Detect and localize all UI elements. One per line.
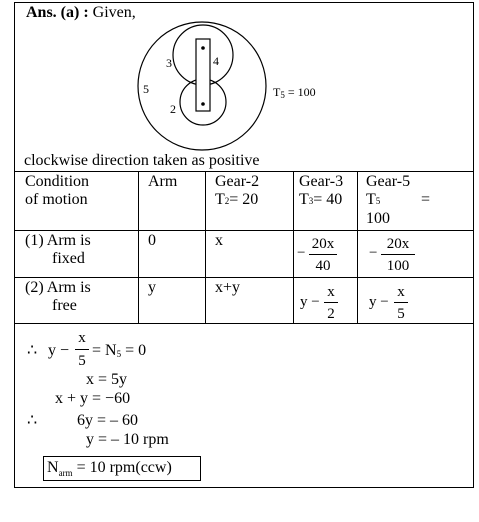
gear-5-label: 5 [143, 82, 149, 96]
row1-gear-5-sign: − [369, 245, 378, 261]
row1-gear-5-den: 100 [386, 258, 410, 274]
row2-gear-2: x+y [215, 279, 241, 296]
row2-gear-3-bar [324, 302, 338, 303]
table-top-rule [14, 171, 474, 172]
row2-gear-3-pre: y − [300, 294, 320, 310]
eq5: y = – 10 rpm [86, 431, 169, 448]
eq1-bar [75, 349, 89, 350]
row2-gear-5-bar [394, 302, 408, 303]
therefore-symbol-2: ∴ [27, 412, 38, 429]
answer-heading [26, 4, 136, 22]
eq4: 6y = – 60 [77, 412, 139, 429]
row2-gear-5-pre: y − [369, 294, 389, 310]
row1-gear-3-den: 40 [315, 258, 331, 274]
row1-gear-3-num: 20x [311, 236, 335, 252]
row2-gear-3-num: x [327, 284, 335, 300]
final-answer: $N_{arm} = 10$ rpm(ccw) [47, 459, 172, 478]
given-text: Given, [92, 4, 136, 21]
eq3: x + y = −60 [55, 390, 131, 407]
header-gear-3: Gear-3 T3= 40 [299, 173, 344, 208]
row2-arm: y [148, 279, 156, 296]
t5-annotation: $T_5 = 100$ [273, 85, 316, 100]
table-col-rule-2 [205, 171, 206, 323]
eq1-post: = $N_5 = 0$ [92, 342, 147, 359]
gear-3-label: 3 [166, 56, 172, 70]
row2-gear-5-den: 5 [397, 306, 405, 322]
row1-condition: (1) Arm is fixed [25, 232, 91, 267]
table-row1-rule [14, 277, 474, 278]
table-col-rule-4 [357, 171, 358, 323]
sign-convention-note: clockwise direction taken as positive [24, 152, 260, 169]
therefore-symbol-1: ∴ [27, 342, 38, 359]
table-header-rule [14, 230, 474, 231]
table-col-rule-1 [138, 171, 139, 323]
row1-gear-2: x [215, 232, 223, 249]
gear-2-label: 2 [170, 102, 176, 116]
arm-pivot-top [201, 46, 205, 50]
gear-4-label: 4 [213, 54, 219, 68]
row1-gear-5-bar [381, 254, 415, 255]
row2-gear-5-num: x [397, 284, 405, 300]
eq1-den: 5 [78, 353, 86, 369]
row1-gear-5-num: 20x [386, 236, 410, 252]
row1-arm: 0 [148, 232, 156, 249]
row1-gear-3-bar [309, 254, 337, 255]
table-bottom-rule [14, 323, 474, 324]
row1-gear-3-sign: − [297, 245, 306, 261]
row2-condition: (2) Arm is free [25, 279, 91, 314]
arm-pivot-bottom [201, 102, 205, 106]
row2-gear-3-den: 2 [327, 306, 335, 322]
header-gear-5: Gear-5 T5 = 100 [366, 173, 431, 227]
eq1-pre: y − [48, 342, 70, 359]
header-condition: Condition of motion [25, 173, 90, 208]
answer-label: Ans. (a) : [26, 4, 89, 21]
table-col-rule-3 [293, 171, 294, 323]
eq1-num: x [78, 330, 86, 346]
header-gear-2: Gear-2 T2= 20 [215, 173, 260, 208]
header-arm: Arm [148, 173, 178, 190]
eq2: x = 5y [86, 371, 128, 388]
